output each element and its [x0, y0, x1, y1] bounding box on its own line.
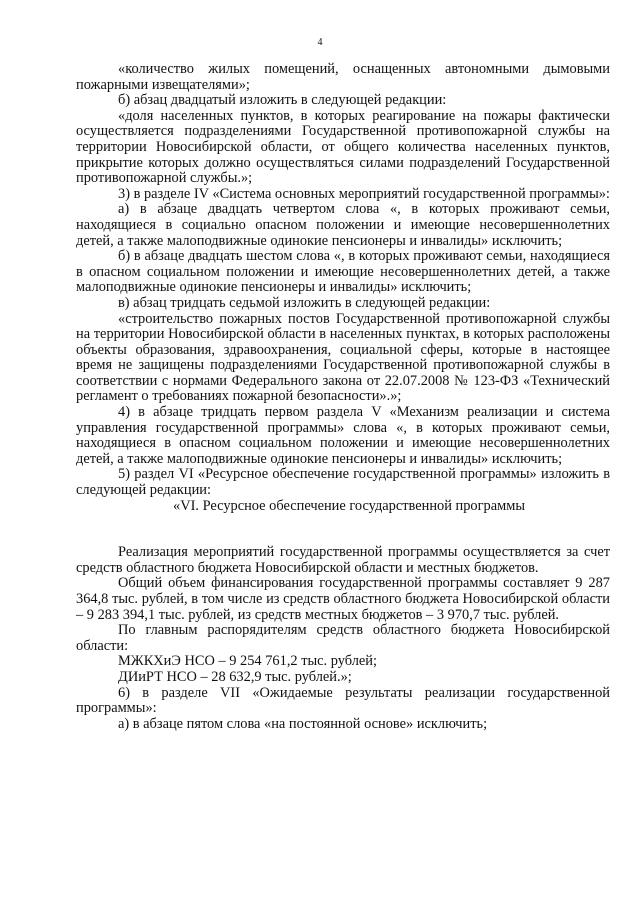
paragraph: По главным распорядителям средств областного бюджета Новосибирской области: [76, 622, 610, 654]
heading-spacer [76, 514, 610, 545]
paragraph: Реализация мероприятий государственной программы осуществляется за счет средств областного бюджета Новосибирской области и местных бюджетов. [76, 544, 610, 576]
document-body [76, 62, 610, 732]
paragraph: а) в абзаце двадцать четвертом слова «, в которых проживают семьи, находящиеся в социально опасном положении и имеющие несовершеннолетних детей, а также малоподвижные одинокие пенсионеры и инвалиды» исключить; [76, 201, 610, 249]
paragraph: 3) в разделе IV «Система основных мероприятий государственной программы»: [118, 185, 610, 202]
paragraph: 4) в абзаце тридцать первом раздела V «Механизм реализации и система управления государственной программы» слова «, в которых проживают семьи, находящиеся в опасном социальном положении и имеющие несовершеннолетних детей, а также малоподвижные одинокие пенсионеры и инвалиды» исключить; [76, 404, 610, 467]
section-heading: «VI. Ресурсное обеспечение государственной программы [173, 497, 525, 514]
page-number: 4 [317, 37, 323, 48]
paragraph: б) абзац двадцатый изложить в следующей редакции: [118, 92, 447, 109]
paragraph: «строительство пожарных постов Государственной противопожарной службы на территории Новосибирской области в населенных пунктах, в которых расположены объекты образования, здравоохранения, социальной сферы, которые в настоящее время не защищены подразделениями Государственной противопожарной службы в соответствии с нормами Федерального закона от 22.07.2008 № 123-ФЗ «Технический регламент о требованиях пожарной безопасности».»; [76, 310, 610, 405]
paragraph: ДИиРТ НСО – 28 632,9 тыс. рублей.»; [118, 668, 352, 685]
paragraph: «количество жилых помещений, оснащенных автономными дымовыми пожарными извещателями»; [76, 61, 610, 93]
paragraph: б) в абзаце двадцать шестом слова «, в которых проживают семьи, находящиеся в опасном социальном положении и имеющие несовершеннолетних детей, а также малоподвижные одинокие пенсионеры и инвалиды» исключить; [76, 248, 610, 296]
paragraph: Общий объем финансирования государственной программы составляет 9 287 364,8 тыс. рублей, в том числе из средств областного бюджета Новосибирской области – 9 283 394,1 тыс. рублей, из средств местных бюджетов – 3 970,7 тыс. рублей. [76, 575, 610, 623]
paragraph: 6) в разделе VII «Ожидаемые результаты реализации государственной программы»: [76, 684, 610, 717]
paragraph: а) в абзаце пятом слова «на постоянной основе» исключить; [118, 715, 488, 732]
paragraph: МЖКХиЭ НСО – 9 254 761,2 тыс. рублей; [118, 653, 377, 670]
paragraph: в) абзац тридцать седьмой изложить в следующей редакции: [118, 294, 491, 311]
paragraph: 5) раздел VI «Ресурсное обеспечение государственной программы» изложить в следующей редакции: [76, 466, 610, 499]
paragraph: «доля населенных пунктов, в которых реагирование на пожары фактически осуществляется подразделениями Государственной противопожарной службы на территории Новосибирской области, от общего количества населенных пунктов, прикрытие которых должно осуществляться силами подразделений Государственной противопожарной службы.»; [76, 107, 610, 187]
